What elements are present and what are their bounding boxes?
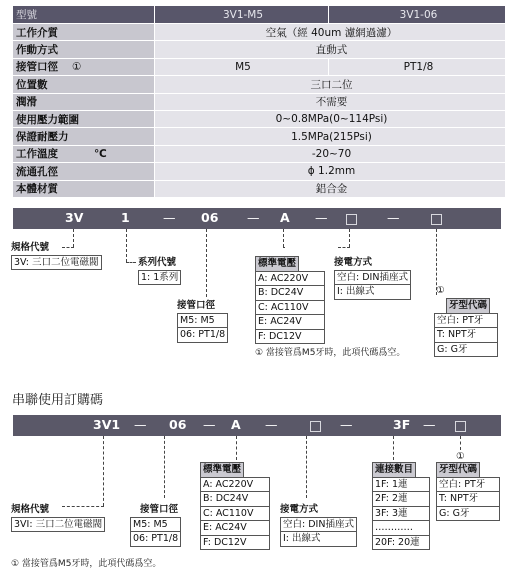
box-title: 標準電壓 xyxy=(200,462,244,477)
thread-box-2 xyxy=(436,462,500,521)
box-title: 接電方式 xyxy=(280,504,319,515)
spec-row xyxy=(13,24,505,41)
spec-row xyxy=(13,145,505,162)
box-row: I: 出線式 xyxy=(335,284,410,299)
box-row: 3VI: 三口二位電磁閥 xyxy=(14,518,103,530)
box-row: G: G牙 xyxy=(437,506,499,521)
box-title: 牙型代碼 xyxy=(436,462,480,477)
code-part-series: 3V1 xyxy=(93,417,121,432)
box-row: E: AC24V xyxy=(256,314,324,329)
spec-value: 1.5MPa(215Psi) xyxy=(155,128,506,145)
spec-value: -20~70 xyxy=(155,145,506,162)
spec-value: 不需要 xyxy=(155,93,506,110)
box-row: C: AC110V xyxy=(256,300,324,315)
spec-row xyxy=(13,93,505,110)
spec-label: 保證耐壓力 xyxy=(13,128,155,145)
spec-value-col1: M5 xyxy=(155,58,329,75)
box-title: 接管口徑 xyxy=(140,504,179,515)
spec-row xyxy=(13,180,505,197)
spec-label-text: 工作溫度 xyxy=(16,148,58,161)
footnote-1: ① 當接管爲M5牙時，此項代碼爲空。 xyxy=(255,348,406,358)
box-row: 空白: DIN插座式 xyxy=(337,271,408,283)
box-row: 空白: DIN插座式 xyxy=(283,518,354,530)
code-dash: — xyxy=(340,417,353,432)
footnote-2: ① 當接管爲M5牙時，此項代碼爲空。 xyxy=(11,559,162,569)
code-dash: — xyxy=(134,417,147,432)
box-row: 20F: 20連 xyxy=(373,535,429,550)
spec-code-box-2 xyxy=(11,503,105,532)
spec-label: 使用壓力範圍 xyxy=(13,110,155,127)
spec-header-label: 型號 xyxy=(13,6,155,24)
spec-value: ϕ 1.2mm xyxy=(155,163,506,180)
spec-row xyxy=(13,163,505,180)
thread-box xyxy=(434,298,498,357)
code-part-voltage: A xyxy=(231,417,241,432)
box-row: B: DC24V xyxy=(201,491,269,506)
port-size-box xyxy=(177,299,228,343)
code-dash: — xyxy=(203,417,216,432)
spec-row xyxy=(13,41,505,58)
code-dash: — xyxy=(247,210,260,225)
code-part-count: 3F xyxy=(393,417,411,432)
spec-value: 鋁合金 xyxy=(155,180,506,197)
spec-label: 作動方式 xyxy=(13,41,155,58)
spec-label-port xyxy=(13,58,155,75)
voltage-box xyxy=(255,256,325,344)
celsius-unit: ℃ xyxy=(94,148,107,161)
code-part-series: 3V xyxy=(65,210,84,225)
box-row: 06: PT1/8 xyxy=(180,329,226,340)
spec-row xyxy=(13,110,505,127)
box-row: 3V: 三口二位電磁閥 xyxy=(14,256,99,268)
spec-header-col2: 3V1-06 xyxy=(329,6,506,24)
series-code-box xyxy=(138,256,181,285)
box-title: 連接數目 xyxy=(372,462,416,477)
spec-value: 直動式 xyxy=(155,41,506,58)
spec-row xyxy=(13,58,505,75)
spec-label: 流通孔徑 xyxy=(13,163,155,180)
code-dash: — xyxy=(163,210,176,225)
code-dash: — xyxy=(265,417,278,432)
code-placeholder-box xyxy=(431,213,442,228)
box-row: C: AC110V xyxy=(201,506,269,521)
box-title: 接管口徑 xyxy=(177,300,216,311)
box-row: 1: 1系列 xyxy=(141,271,179,283)
code-dash: — xyxy=(423,417,436,432)
box-row: 空白: PT牙 xyxy=(439,478,486,490)
box-row: F: DC12V xyxy=(256,329,324,344)
spec-label: 工作介質 xyxy=(13,24,155,41)
code-part-sub: 1 xyxy=(121,210,130,225)
box-row: A: AC220V xyxy=(203,478,254,490)
spec-value: 空氣（經 40um 濾網過濾） xyxy=(155,24,506,41)
spec-label: 潤滑 xyxy=(13,93,155,110)
spec-value: 三口二位 xyxy=(155,76,506,93)
spec-value: 0~0.8MPa(0~114Psi) xyxy=(155,110,506,127)
box-row: M5: M5 xyxy=(180,314,215,326)
code-part-voltage: A xyxy=(280,210,290,225)
box-row: 空白: PT牙 xyxy=(437,314,484,326)
connection-count-box xyxy=(372,462,430,550)
box-row: G: G牙 xyxy=(435,342,497,357)
spec-value-col2: PT1/8 xyxy=(329,58,506,75)
footnote-mark: ① xyxy=(72,61,82,74)
box-row: E: AC24V xyxy=(201,520,269,535)
code-placeholder-box xyxy=(310,420,321,435)
spec-label: 位置數 xyxy=(13,76,155,93)
box-row: T: NPT牙 xyxy=(435,327,497,342)
box-row: 06: PT1/8 xyxy=(133,533,179,544)
code-part-port: 06 xyxy=(201,210,219,225)
box-title: 接電方式 xyxy=(334,257,373,268)
box-row: A: AC220V xyxy=(258,272,309,284)
box-row: F: DC12V xyxy=(201,535,269,550)
order-code-bar-1 xyxy=(13,208,501,229)
port-size-box-2 xyxy=(130,503,181,547)
box-row: B: DC24V xyxy=(256,285,324,300)
box-row: 3F: 3連 xyxy=(373,506,429,521)
section-title-series-order: 串聯使用訂購碼 xyxy=(12,393,104,408)
spec-code-box xyxy=(11,241,102,270)
box-title: 規格代號 xyxy=(11,242,50,253)
box-title: 牙型代碼 xyxy=(446,298,490,313)
spec-table xyxy=(13,6,505,198)
box-title: 系列代號 xyxy=(138,257,177,268)
spec-header-col1: 3V1-M5 xyxy=(155,6,329,24)
spec-label: 本體材質 xyxy=(13,180,155,197)
voltage-box-2 xyxy=(200,462,270,550)
thread-mark: ① xyxy=(436,285,445,296)
wiring-box xyxy=(334,256,411,300)
code-dash: — xyxy=(315,210,328,225)
spec-row xyxy=(13,76,505,93)
thread-mark-2: ① xyxy=(456,451,465,462)
box-row: M5: M5 xyxy=(133,518,168,530)
box-row: I: 出線式 xyxy=(281,531,356,546)
box-title: 標準電壓 xyxy=(255,256,299,271)
spec-header-row xyxy=(13,6,505,24)
code-placeholder-box xyxy=(346,213,357,228)
spec-row xyxy=(13,128,505,145)
code-part-port: 06 xyxy=(169,417,187,432)
box-row: 2F: 2連 xyxy=(373,491,429,506)
spec-label-text: 接管口徑 xyxy=(16,61,58,74)
code-dash: — xyxy=(387,210,400,225)
wiring-box-2 xyxy=(280,503,357,547)
box-row: T: NPT牙 xyxy=(437,491,499,506)
box-title: 規格代號 xyxy=(11,504,50,515)
spec-label-temp xyxy=(13,145,155,162)
order-code-bar-2 xyxy=(13,415,501,436)
box-row: ………… xyxy=(373,520,429,535)
code-placeholder-box xyxy=(455,420,466,435)
box-row: 1F: 1連 xyxy=(375,478,408,490)
